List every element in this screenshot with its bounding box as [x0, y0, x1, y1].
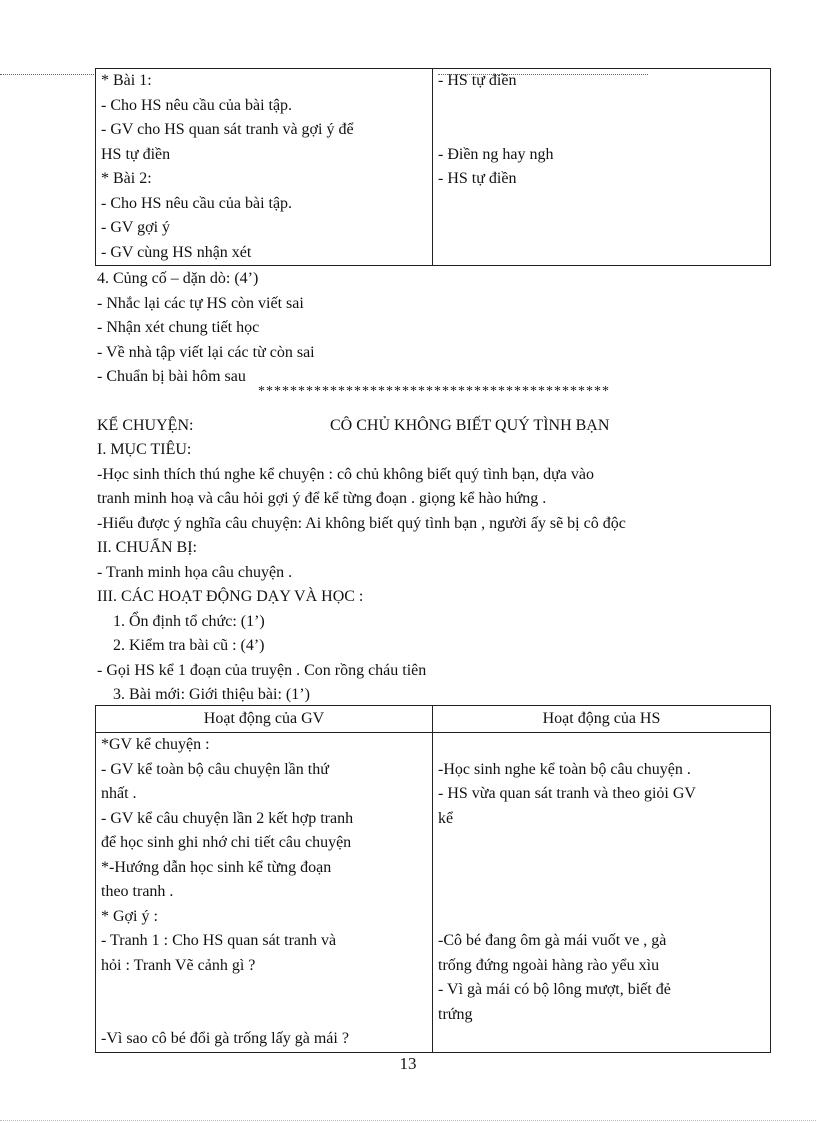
t2-left-line: để học sinh ghi nhớ chi tiết câu chuyện — [101, 834, 352, 851]
t2-left-line: nhất . — [101, 785, 137, 802]
lesson-line: -Học sinh thích thú nghe kể chuyện : cô chủ không biết quý tình bạn, dựa vào — [97, 465, 595, 483]
section-4-item: - Nhắc lại các tự HS còn viết sai — [97, 294, 304, 312]
t1-right-line: - Điền ng hay ngh — [438, 145, 554, 163]
page-number: 13 — [399, 1054, 417, 1073]
lesson-line: -Hiểu được ý nghĩa câu chuyện: Ai không biết quý tình bạn , người ấy sẽ bị cô độc — [97, 514, 626, 532]
bottom-dotted-rule — [0, 1120, 816, 1121]
t1-left-line: - Cho HS nêu cầu của bài tập. — [101, 194, 293, 212]
preparation-heading: II. CHUẨN BỊ: — [97, 539, 197, 556]
lesson-step: 1. Ổn định tổ chức: (1’) — [113, 612, 265, 630]
t2-right-line: - HS vừa quan sát tranh và theo giỏi GV — [438, 785, 696, 802]
t1-left-line: - GV gợi ý — [101, 219, 171, 236]
lesson-step: 3. Bài mới: Giới thiệu bài: (1’) — [113, 686, 310, 703]
teacher-activity-header: Hoạt động của GV — [96, 706, 433, 733]
lesson-step: 2. Kiểm tra bài cũ : (4’) — [113, 637, 265, 654]
t2-right-line: kể — [438, 809, 454, 827]
t2-left-line: *-Hướng dẫn học sinh kể từng đoạn — [101, 858, 332, 876]
t2-right-line: - Vì gà mái có bộ lông mượt, biết đẻ — [438, 981, 671, 998]
t1-left-line: * Bài 2: — [101, 170, 152, 187]
student-activity-cell — [433, 733, 771, 1053]
exercise-teacher-cell — [96, 69, 433, 266]
t1-left-line: - GV cho HS quan sát tranh và gợi ý để — [101, 121, 354, 138]
t2-right-line: -Học sinh nghe kể toàn bộ câu chuyện . — [438, 760, 691, 778]
t1-right-line: - HS tự điền — [438, 72, 517, 89]
t2-left-line: * Gợi ý : — [101, 907, 158, 925]
star-separator: ******************************************** — [258, 384, 610, 399]
t2-left-line: theo tranh . — [101, 883, 174, 900]
objectives-heading: I. MỤC TIÊU: — [97, 441, 192, 458]
t2-left-line: - Tranh 1 : Cho HS quan sát tranh và — [101, 932, 337, 949]
lesson-line: - Tranh minh họa câu chuyện . — [97, 563, 293, 581]
t1-left-line: HS tự điền — [101, 145, 171, 163]
t2-right-line: -Cô bé đang ôm gà mái vuốt ve , gà — [438, 932, 667, 949]
section-4-item: - Về nhà tập viết lại các từ còn sai — [97, 343, 315, 361]
t1-left-line: - Cho HS nêu cầu của bài tập. — [101, 96, 293, 114]
student-activity-header: Hoạt động của HS — [433, 706, 771, 733]
section-4-item: - Chuẩn bị bài hôm sau — [97, 368, 246, 385]
t2-left-line: hỏi : Tranh Vẽ cảnh gì ? — [101, 956, 256, 974]
exercise-student-cell — [433, 69, 771, 266]
t2-left-line: *GV kể chuyện : — [101, 736, 210, 753]
section-4-heading: 4. Củng cố – dặn dò: (4’) — [97, 270, 259, 287]
teacher-activity-cell — [96, 733, 433, 1053]
t1-right-line: - HS tự điền — [438, 170, 517, 187]
activities-table — [95, 705, 771, 1053]
t2-left-line: - GV kể toàn bộ câu chuyện lần thứ — [101, 760, 329, 778]
t2-right-line: trứng — [438, 1005, 473, 1023]
lesson-title-row — [97, 414, 777, 438]
lesson-line: tranh minh hoạ và câu hỏi gợi ý để kể từng đoạn . giọng kể hào hứng . — [97, 490, 547, 507]
t2-left-line: - GV kể câu chuyện lần 2 kết hợp tranh — [101, 809, 354, 827]
lesson-title: CÔ CHỦ KHÔNG BIẾT QUÝ TÌNH BẠN — [330, 417, 610, 434]
section-4-item: - Nhận xét chung tiết học — [97, 319, 260, 336]
t1-left-line: * Bài 1: — [101, 72, 152, 89]
lesson-line: - Gọi HS kể 1 đoạn của truyện . Con rồng cháu tiên — [97, 661, 427, 679]
t2-right-line: trống đứng ngoài hàng rào yểu xìu — [438, 956, 660, 974]
lesson-body — [97, 438, 777, 708]
exercise-table — [95, 68, 771, 266]
top-dotted-rule — [0, 74, 96, 75]
t2-left-last: -Vì sao cô bé đổi gà trống lấy gà mái ? — [101, 1027, 349, 1052]
activities-heading: III. CÁC HOẠT ĐỘNG DẠY VÀ HỌC : — [97, 588, 364, 605]
t2-left-line — [101, 1027, 432, 1052]
t1-left-line: - GV cùng HS nhận xét — [101, 243, 252, 261]
section-4 — [97, 267, 777, 390]
lesson-subject: KỂ CHUYỆN: — [97, 417, 194, 434]
